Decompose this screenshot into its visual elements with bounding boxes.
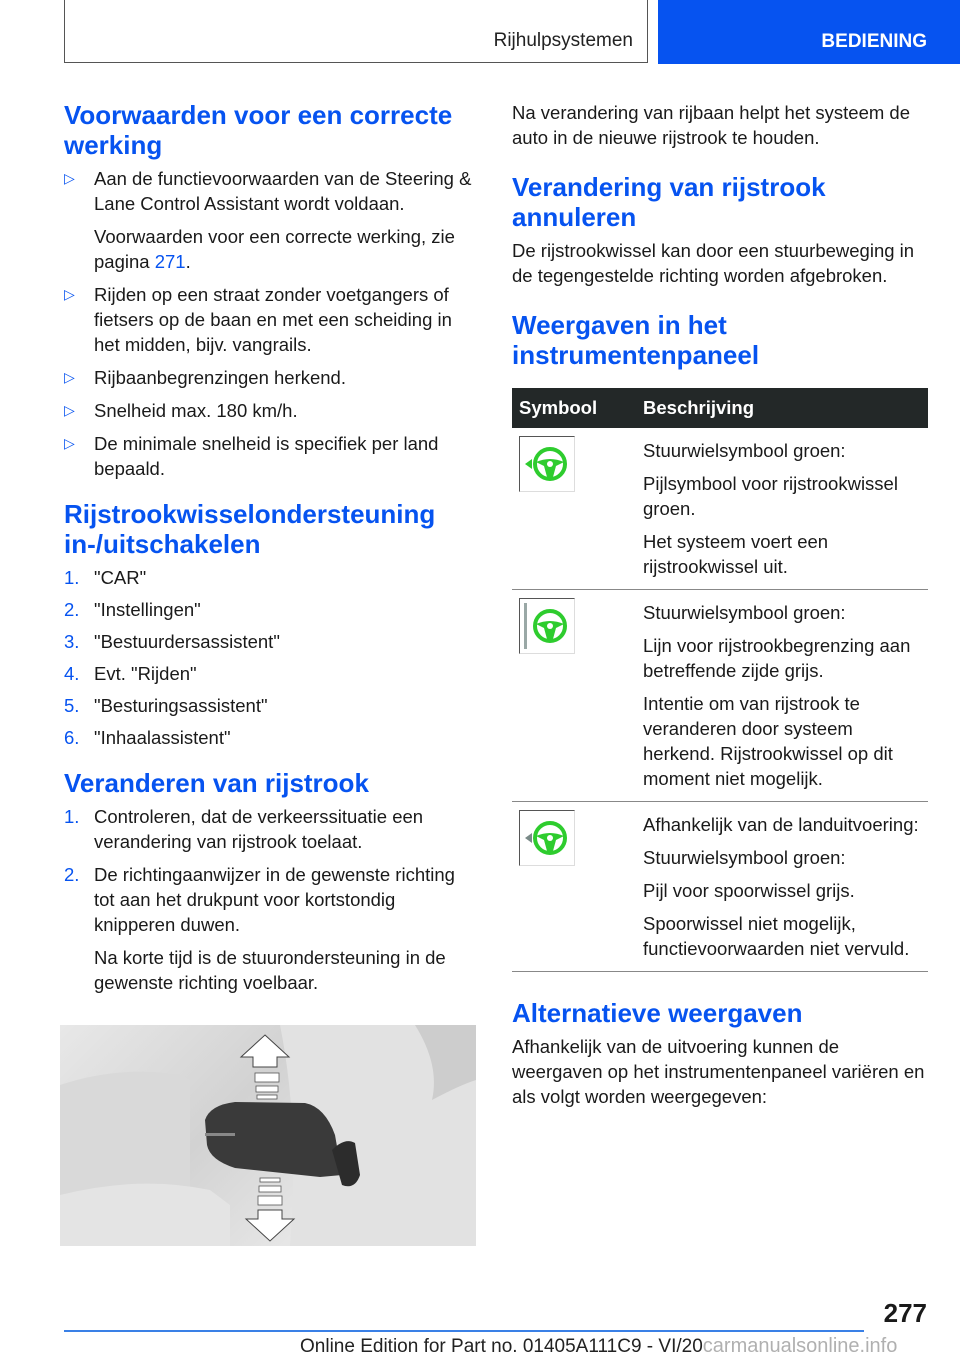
list-item: ▷ De minimale snelheid is specifiek per land bepaald. <box>64 433 439 479</box>
list-item: ▷ Aan de functievoorwaarden van de Steering & Lane Control Assistant wordt voldaan. Voorwaarden voor een correcte werking, zie pagina 271. <box>64 166 476 274</box>
step-item: 5. "Besturingsassistent" <box>64 695 268 716</box>
left-column <box>64 100 476 1003</box>
table-row: Stuurwielsymbool groen: Lijn voor rijstrookbegrenzing aan betreffende zijde grijs. Intentie om van rijstrook te veranderen door systeem herkend. Rijstrookwissel op dit moment niet mogelijk. <box>512 590 928 802</box>
header-chapter-tab[interactable] <box>658 0 960 64</box>
annuleren-paragraph: De rijstrookwissel kan door een stuurbeweging in de tegengestelde richting worden afgebroken. <box>512 240 915 286</box>
cross-reference: Voorwaarden voor een correcte werking, zie pagina 271. <box>94 226 455 272</box>
section-title: Rijhulpsystemen <box>493 30 633 51</box>
column-header-symbol: Symbool <box>512 388 636 428</box>
step-item: 1. Controleren, dat de verkeerssituatie een verandering van rijstrook toelaat. <box>64 806 424 852</box>
column-header-description: Beschrijving <box>636 388 928 428</box>
list-item: ▷ Rijden op een straat zonder voetgangers of fietsers op de baan en met een scheiding in het midden, bijv. vangrails. <box>64 284 452 355</box>
step-item: 1. "CAR" <box>64 567 147 588</box>
alternatieve-paragraph: Afhankelijk van de uitvoering kunnen de weergaven op het instrumentenpaneel variëren en als volgt worden weergegeven: <box>512 1036 925 1107</box>
step-item: 2. De richtingaanwijzer in de gewenste richting tot aan het drukpunt voor kortstondig knipperen duwen. Na korte tijd is de stuurondersteuning in de gewenste richting voelbaar. <box>64 864 455 993</box>
menu-steps-list <box>64 565 476 750</box>
step-item: 3. "Bestuurdersassistent" <box>64 631 280 652</box>
triangle-bullet-icon: ▷ <box>64 369 75 385</box>
heading-veranderen: Veranderen van rijstrook <box>64 768 369 798</box>
intro-paragraph: Na verandering van rijbaan helpt het systeem de auto in de nieuwe rijstrook te houden. <box>512 102 910 148</box>
list-item: ▷ Snelheid max. 180 km/h. <box>64 400 298 421</box>
symbol-table <box>512 388 928 972</box>
heading-weergaven: Weergaven in het instrumentenpaneel <box>512 310 760 370</box>
triangle-bullet-icon: ▷ <box>64 170 75 186</box>
steering-wheel-arrow-green-icon <box>519 436 575 492</box>
lane-change-steps <box>64 804 476 995</box>
page-link-271[interactable]: 271 <box>154 251 186 272</box>
table-row: Stuurwielsymbool groen: Pijlsymbool voor rijstrookwissel groen. Het systeem voert een rijstrookwissel uit. <box>512 428 928 590</box>
lever-arrows-icon <box>60 1025 476 1246</box>
footer-divider <box>64 1330 864 1332</box>
list-item: ▷ Rijbaanbegrenzingen herkend. <box>64 367 346 388</box>
heading-annuleren: Verandering van rijstrook annuleren <box>512 172 826 232</box>
step-item: 6. "Inhaalassistent" <box>64 727 231 748</box>
steering-wheel-lane-line-grey-icon <box>519 598 575 654</box>
page-number: 277 <box>883 1298 927 1328</box>
turn-signal-lever-illustration <box>60 1025 476 1246</box>
triangle-bullet-icon: ▷ <box>64 402 75 418</box>
footer-edition: Online Edition for Part no. 01405A111C9 - VI/20carmanualsonline.info <box>300 1335 898 1357</box>
watermark: carmanualsonline.info <box>702 1335 898 1357</box>
right-column <box>512 100 928 1113</box>
triangle-bullet-icon: ▷ <box>64 435 75 451</box>
step-item: 2. "Instellingen" <box>64 599 201 620</box>
heading-inuitschakelen: Rijstrookwisselondersteuning in-/uitschakelen <box>64 499 436 559</box>
table-row: Afhankelijk van de landuitvoering: Stuurwielsymbool groen: Pijl voor spoorwissel grijs. Spoorwissel niet mogelijk, functievoorwaarden niet vervuld. <box>512 802 928 972</box>
heading-alternatieve: Alternatieve weergaven <box>512 998 803 1028</box>
steering-wheel-arrow-grey-icon <box>519 810 575 866</box>
header-section-box <box>64 0 648 63</box>
step-item: 4. Evt. "Rijden" <box>64 663 197 684</box>
heading-voorwaarden: Voorwaarden voor een correcte werking <box>64 100 453 160</box>
chapter-label: BEDIENING <box>821 31 927 52</box>
triangle-bullet-icon: ▷ <box>64 286 75 302</box>
conditions-list <box>64 166 476 481</box>
